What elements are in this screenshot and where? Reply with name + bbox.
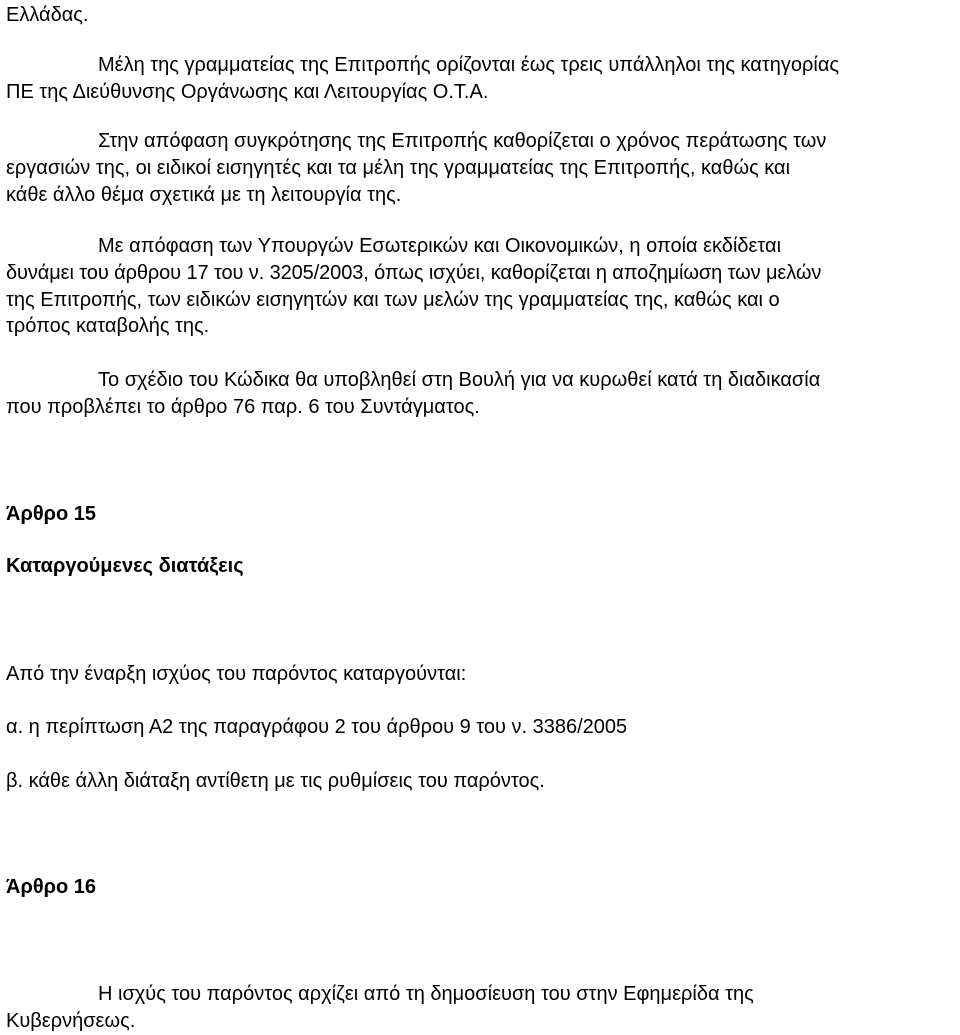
text-line: εργασιών της, οι ειδικοί εισηγητές και τα μέλη της γραμματείας της Επιτροπής, καθώς και bbox=[6, 156, 791, 179]
text-line: Κυβερνήσεως. bbox=[6, 1009, 136, 1032]
text-line: Από την έναρξη ισχύος του παρόντος καταργούνται: bbox=[6, 663, 467, 685]
text-line: που προβλέπει το άρθρο 76 παρ. 6 του Συντάγματος. bbox=[6, 395, 480, 418]
text-line: ΠΕ της Διεύθυνσης Οργάνωσης και Λειτουργίας Ο.Τ.Α. bbox=[6, 80, 489, 103]
article-15-intro bbox=[6, 661, 946, 688]
paragraph-secretariat bbox=[6, 52, 946, 106]
article-15-heading bbox=[6, 501, 946, 528]
article-title: Καταργούμενες διατάξεις bbox=[6, 555, 244, 577]
text-line: Με απόφαση των Υπουργών Εσωτερικών και Οικονομικών, η οποία εκδίδεται bbox=[98, 235, 782, 257]
article-15-item-a bbox=[6, 714, 946, 741]
article-15-title bbox=[6, 553, 946, 580]
article-16-text bbox=[6, 981, 946, 1035]
text-line: Μέλη της γραμματείας της Επιτροπής ορίζονται έως τρεις υπάλληλοι της κατηγορίας bbox=[98, 54, 840, 76]
paragraph-compensation bbox=[6, 233, 946, 340]
text-line: τρόπος καταβολής της. bbox=[6, 315, 210, 338]
text-line: κάθε άλλο θέμα σχετικά με τη λειτουργία της. bbox=[6, 183, 402, 206]
text-line: της Επιτροπής, των ειδικών εισηγητών και των μελών της γραμματείας της, καθώς και ο bbox=[6, 288, 780, 311]
paragraph-parliament bbox=[6, 367, 946, 421]
article-15-item-b bbox=[6, 768, 946, 795]
paragraph-committee-decision bbox=[6, 128, 946, 208]
text-line: Ελλάδας. bbox=[6, 4, 89, 26]
text-line: Στην απόφαση συγκρότησης της Επιτροπής καθορίζεται ο χρόνος περάτωσης των bbox=[98, 130, 827, 152]
article-number: Άρθρο 15 bbox=[6, 503, 97, 525]
text-line: δυνάμει του άρθρου 17 του ν. 3205/2003, όπως ισχύει, καθορίζεται η αποζημίωση των μελών bbox=[6, 261, 822, 284]
article-number: Άρθρο 16 bbox=[6, 876, 97, 898]
fragment-line bbox=[6, 2, 946, 29]
article-16-heading bbox=[6, 874, 946, 901]
list-item: α. η περίπτωση Α2 της παραγράφου 2 του άρθρου 9 του ν. 3386/2005 bbox=[6, 716, 628, 738]
text-line: Το σχέδιο του Κώδικα θα υποβληθεί στη Βουλή για να κυρωθεί κατά τη διαδικασία bbox=[98, 369, 821, 391]
list-item: β. κάθε άλλη διάταξη αντίθετη με τις ρυθμίσεις του παρόντος. bbox=[6, 770, 545, 792]
text-line: Η ισχύς του παρόντος αρχίζει από τη δημοσίευση του στην Εφημερίδα της bbox=[98, 983, 754, 1005]
